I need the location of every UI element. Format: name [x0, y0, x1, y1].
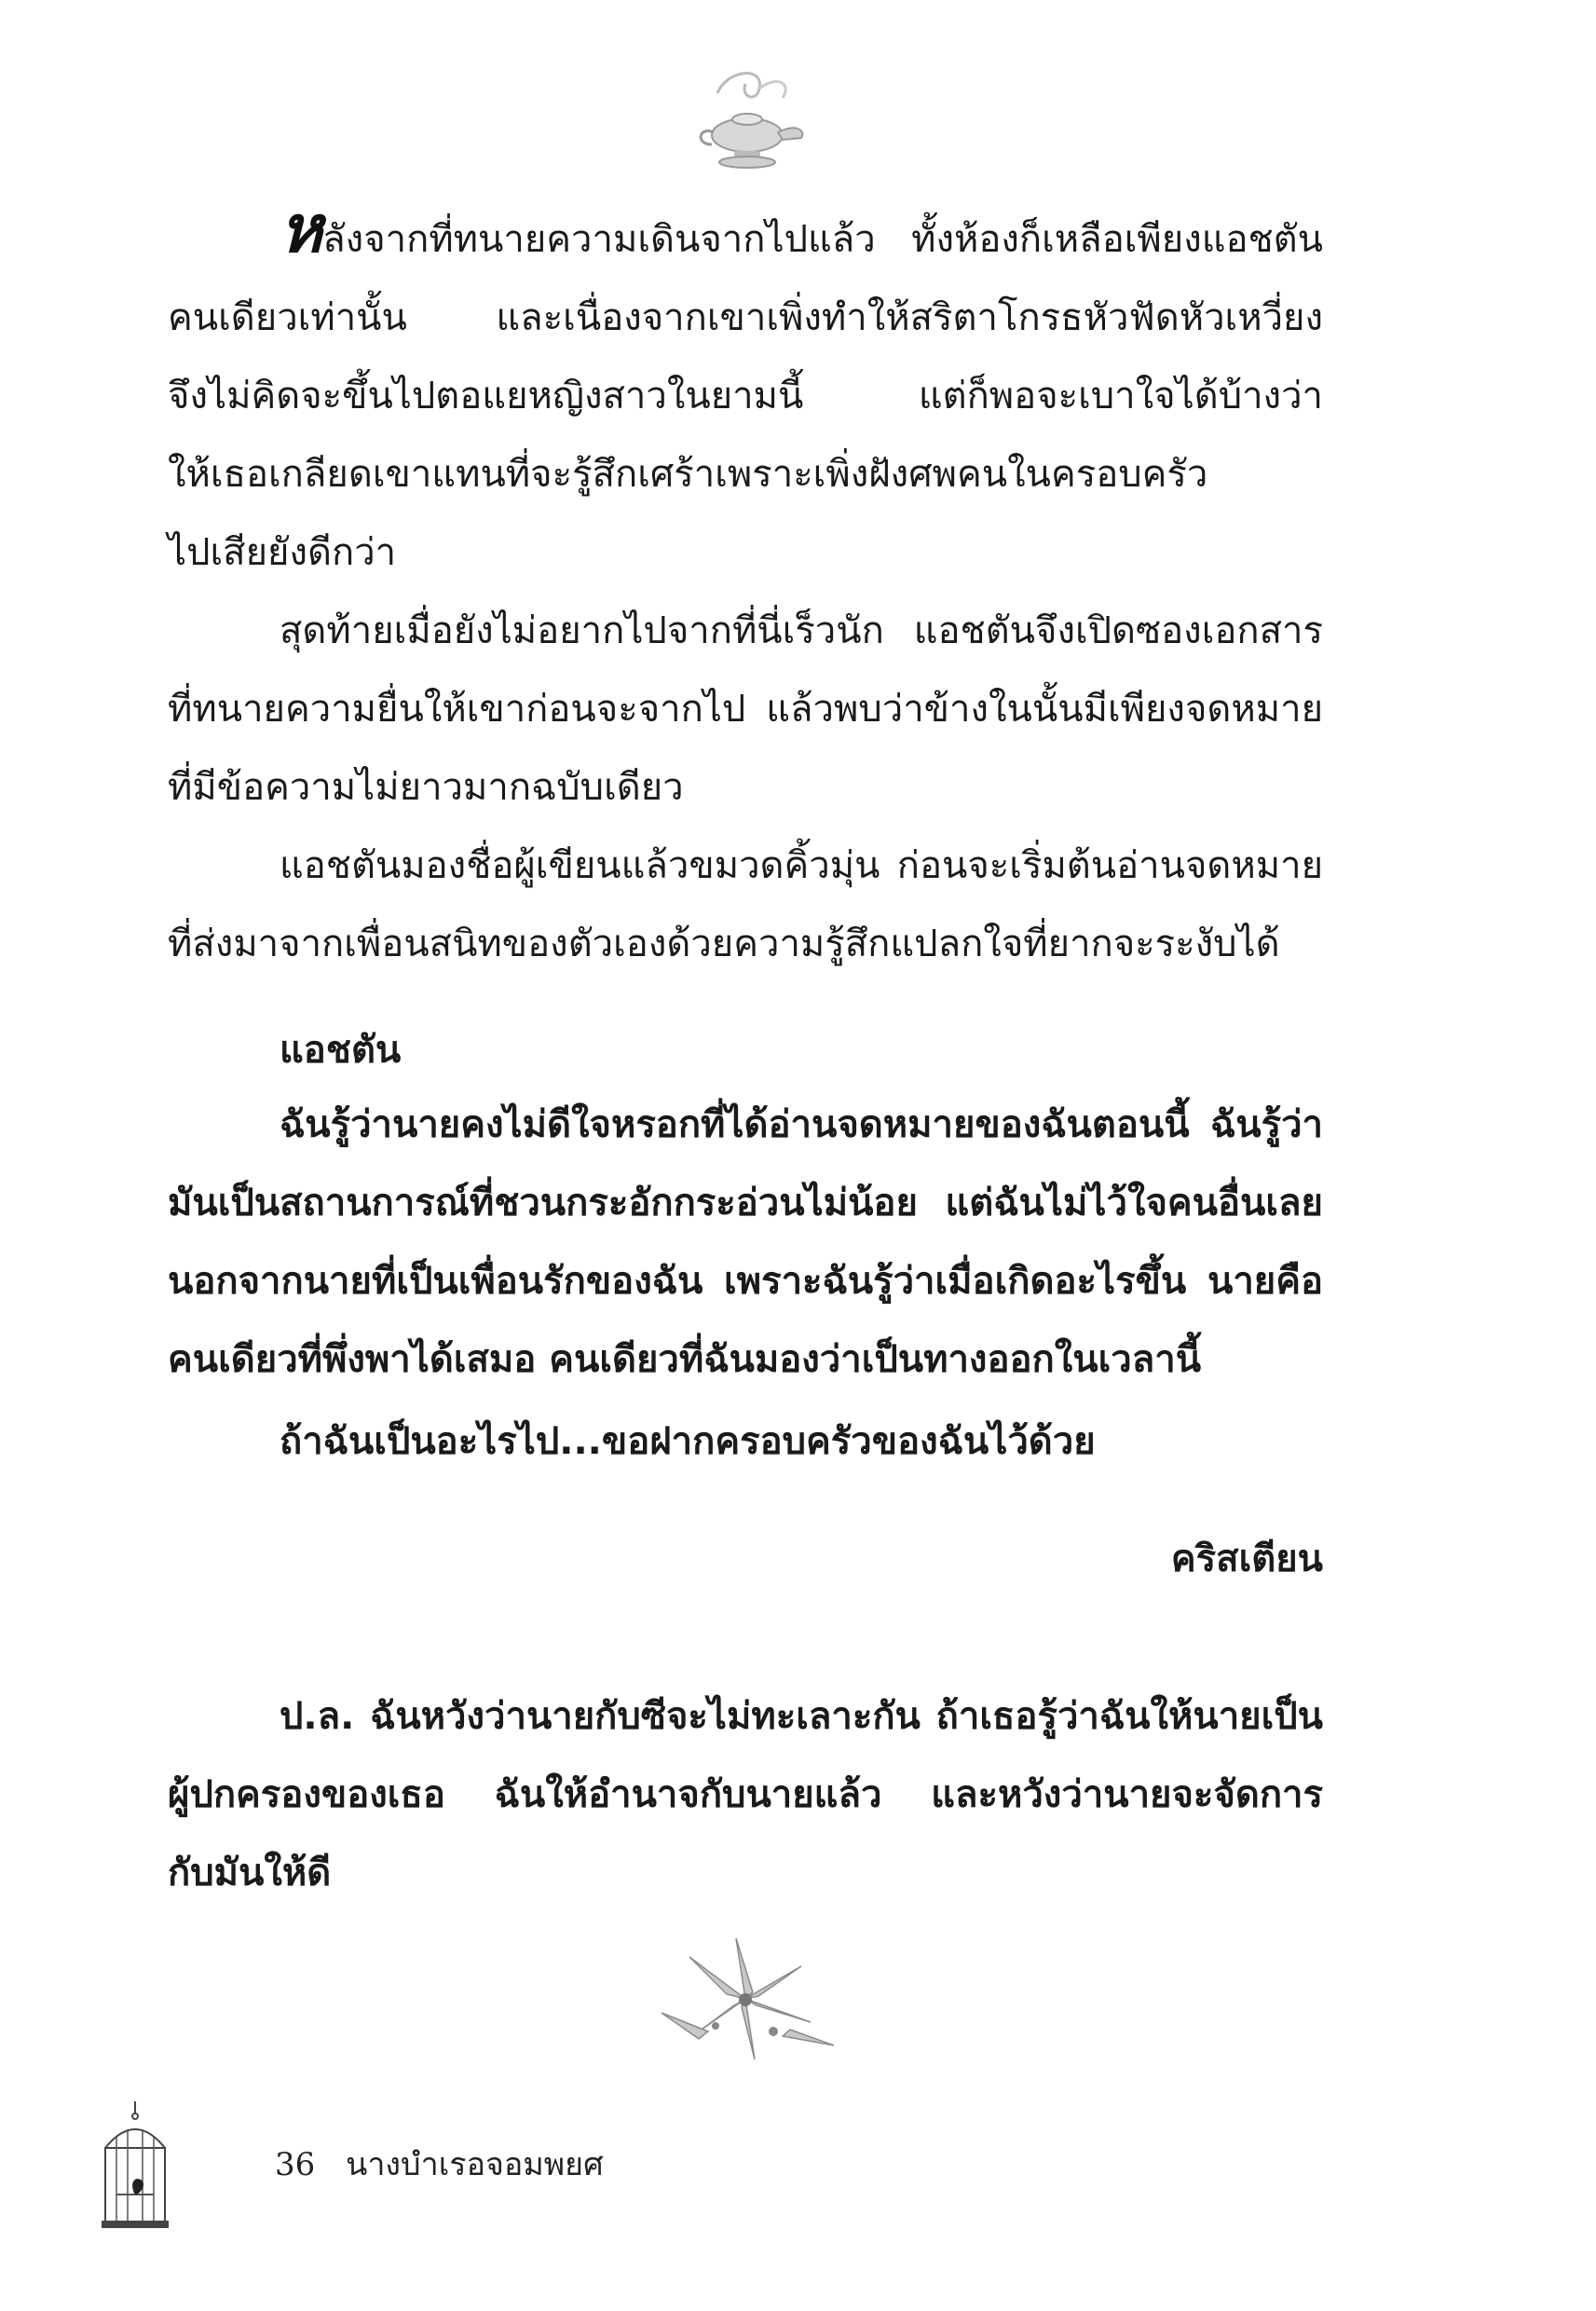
letter-closing: ถ้าฉันเป็นอะไรไป...ขอฝากครอบครัวของฉันไว้ด้วย	[280, 1420, 1096, 1463]
paragraph-3-end	[168, 905, 1323, 983]
letter-signature: คริสเตียน	[1170, 1538, 1323, 1580]
text-line: คนเดียวเท่านั้น และเนื่องจากเขาเพิ่งทำให้สริตาโกรธหัวฟัดหัวเหวี่ยง	[168, 296, 1323, 339]
lily-flower-icon	[634, 1929, 857, 2069]
letter-line: คนเดียวที่พึ่งพาได้เสมอ คนเดียวที่ฉันมองว่าเป็นทางออกในเวลานี้	[168, 1338, 1202, 1381]
text-line: ไปเสียยังดีกว่า	[168, 531, 397, 574]
paragraph-1-cont	[168, 279, 1323, 513]
text-line: ให้เธอเกลียดเขาแทนที่จะรู้สึกเศร้าเพราะเพิ่งฝังศพคนในครอบครัว	[168, 453, 1208, 496]
ps-line: กับมันให้ดี	[168, 1852, 332, 1894]
paragraph-1-end	[168, 513, 1323, 592]
letter-postscript	[168, 1677, 1323, 1912]
drop-cap: ห	[280, 190, 323, 267]
text-line: ที่มีข้อความไม่ยาวมากฉบับเดียว	[168, 766, 684, 809]
letter-salutation: แอชตัน	[280, 1029, 402, 1072]
paragraph-1	[168, 190, 1323, 279]
letter-line: นอกจากนายที่เป็นเพื่อนรักของฉัน เพราะฉันรู้ว่าเมื่อเกิดอะไรขึ้น นายคือ	[168, 1260, 1323, 1303]
paragraph-3	[168, 827, 1323, 905]
book-title: นางบำเรอจอมพยศ	[346, 2146, 604, 2183]
text-line: ที่ทนายความยื่นให้เขาก่อนจะจากไป แล้วพบว่าข้างในนั้นมีเพียงจดหมาย	[168, 688, 1323, 731]
letter-line: มันเป็นสถานการณ์ที่ชวนกระอักกระอ่วนไม่น้อย แต่ฉันไม่ไว้ใจคนอื่นเลย	[168, 1182, 1323, 1224]
text-line: จึงไม่คิดจะขึ้นไปตอแยหญิงสาวในยามนี้ แต่ก็พอจะเบาใจได้บ้างว่า	[168, 375, 1323, 417]
text-line: ลังจากที่ทนายความเดินจากไปแล้ว ทั้งห้องก็เหลือเพียงแอชตัน	[322, 218, 1323, 261]
ps-line: ป.ล. ฉันหวังว่านายกับซีจะไม่ทะเลาะกัน ถ้าเธอรู้ว่าฉันให้นายเป็น	[280, 1695, 1323, 1738]
paragraph-2-cont	[168, 670, 1323, 748]
page-number: 36	[275, 2146, 316, 2183]
page-footer	[275, 2139, 604, 2189]
birdcage-icon	[98, 2101, 172, 2232]
text-line: แอชตันมองชื่อผู้เขียนแล้วขมวดคิ้วมุ่น ก่อนจะเริ่มต้นอ่านจดหมาย	[280, 844, 1323, 887]
ps-line: ผู้ปกครองของเธอ ฉันให้อำนาจกับนายแล้ว และหวังว่านายจะจัดการ	[168, 1773, 1323, 1816]
text-line: สุดท้ายเมื่อยังไม่อยากไปจากที่นี่เร็วนัก แอชตันจึงเปิดซองเอกสาร	[280, 609, 1323, 652]
text-line: ที่ส่งมาจากเพื่อนสนิทของตัวเองด้วยความรู้สึกแปลกใจที่ยากจะระงับได้	[168, 923, 1280, 965]
paragraph-2-end	[168, 748, 1323, 827]
letter-body	[168, 1086, 1323, 1399]
genie-lamp-icon	[689, 65, 811, 177]
paragraph-2	[168, 592, 1323, 670]
letter-line: ฉันรู้ว่านายคงไม่ดีใจหรอกที่ได้อ่านจดหมายของฉันตอนนี้ ฉันรู้ว่า	[280, 1103, 1323, 1146]
